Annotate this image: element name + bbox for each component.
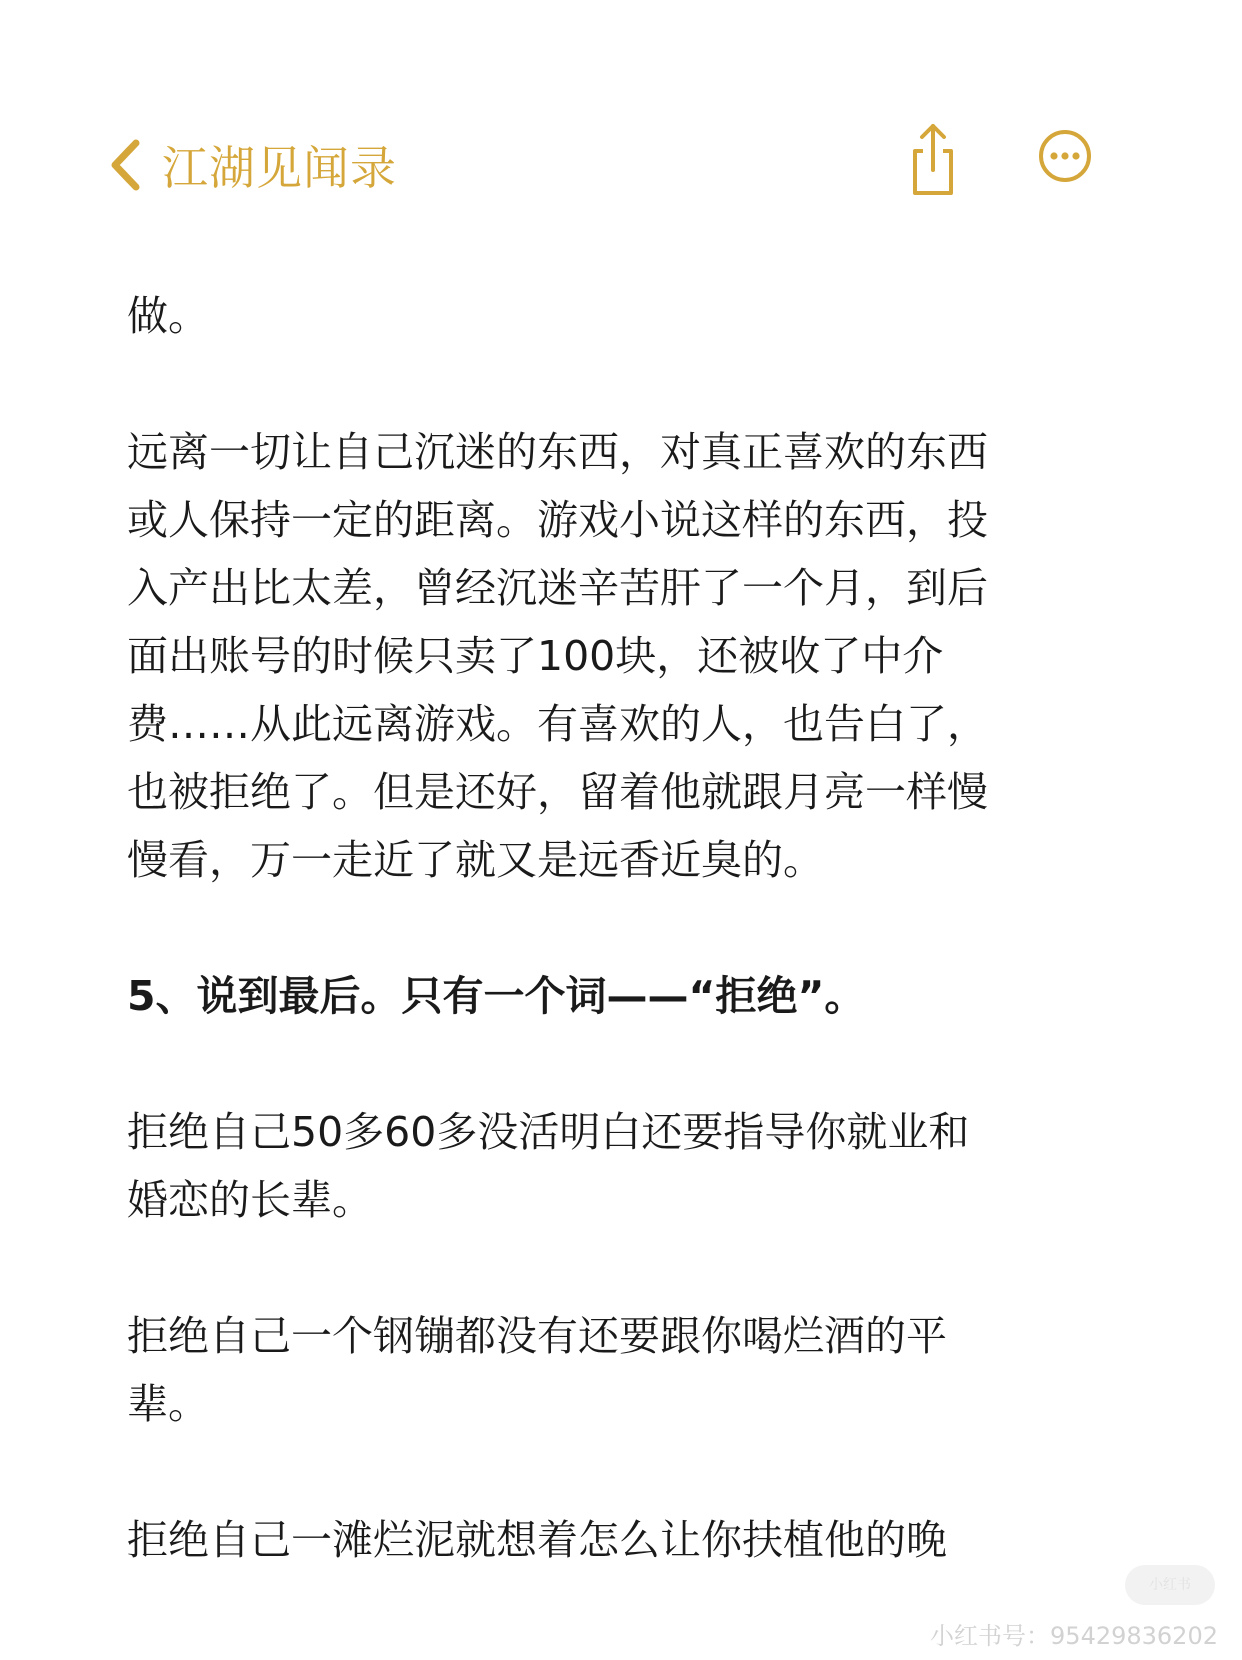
share-button[interactable]	[893, 118, 973, 198]
back-button[interactable]	[108, 130, 397, 200]
watermark-id: 小红书号：95429836202	[930, 1622, 1218, 1650]
navigation-bar	[0, 0, 1242, 240]
paragraph-2: 远离一切让自己沉迷的东西，对真正喜欢的东西 或人保持一定的距离。游戏小说这样的东西，投 入产出比太差，曾经沉迷辛苦肝了一个月，到后 面出账号的时候只卖了100块，还被收了中介 费……从此远离游戏。有喜欢的人，也告白了， 也被拒绝了。但是还好，留着他就跟月亮一样慢 慢看，万一走近了就又是远香近臭的。	[127, 428, 988, 884]
note-body[interactable]	[127, 282, 1127, 1574]
watermark-badge: 小红书	[1125, 1565, 1215, 1605]
back-button-label: 江湖见闻录	[162, 141, 397, 195]
paragraph-5: 拒绝自己一滩烂泥就想着怎么让你扶植他的晚	[127, 1516, 947, 1564]
share-icon	[893, 183, 973, 202]
more-icon	[1033, 183, 1113, 202]
section-heading: 5、说到最后。只有一个词——“拒绝”。	[127, 972, 866, 1020]
chevron-left-icon	[108, 139, 142, 191]
paragraph-3: 拒绝自己50多60多没活明白还要指导你就业和 婚恋的长辈。	[127, 1108, 970, 1224]
paragraph-4: 拒绝自己一个钢镚都没有还要跟你喝烂酒的平 辈。	[127, 1312, 947, 1428]
more-options-button[interactable]	[1033, 118, 1113, 198]
paragraph-1: 做。	[127, 292, 209, 340]
